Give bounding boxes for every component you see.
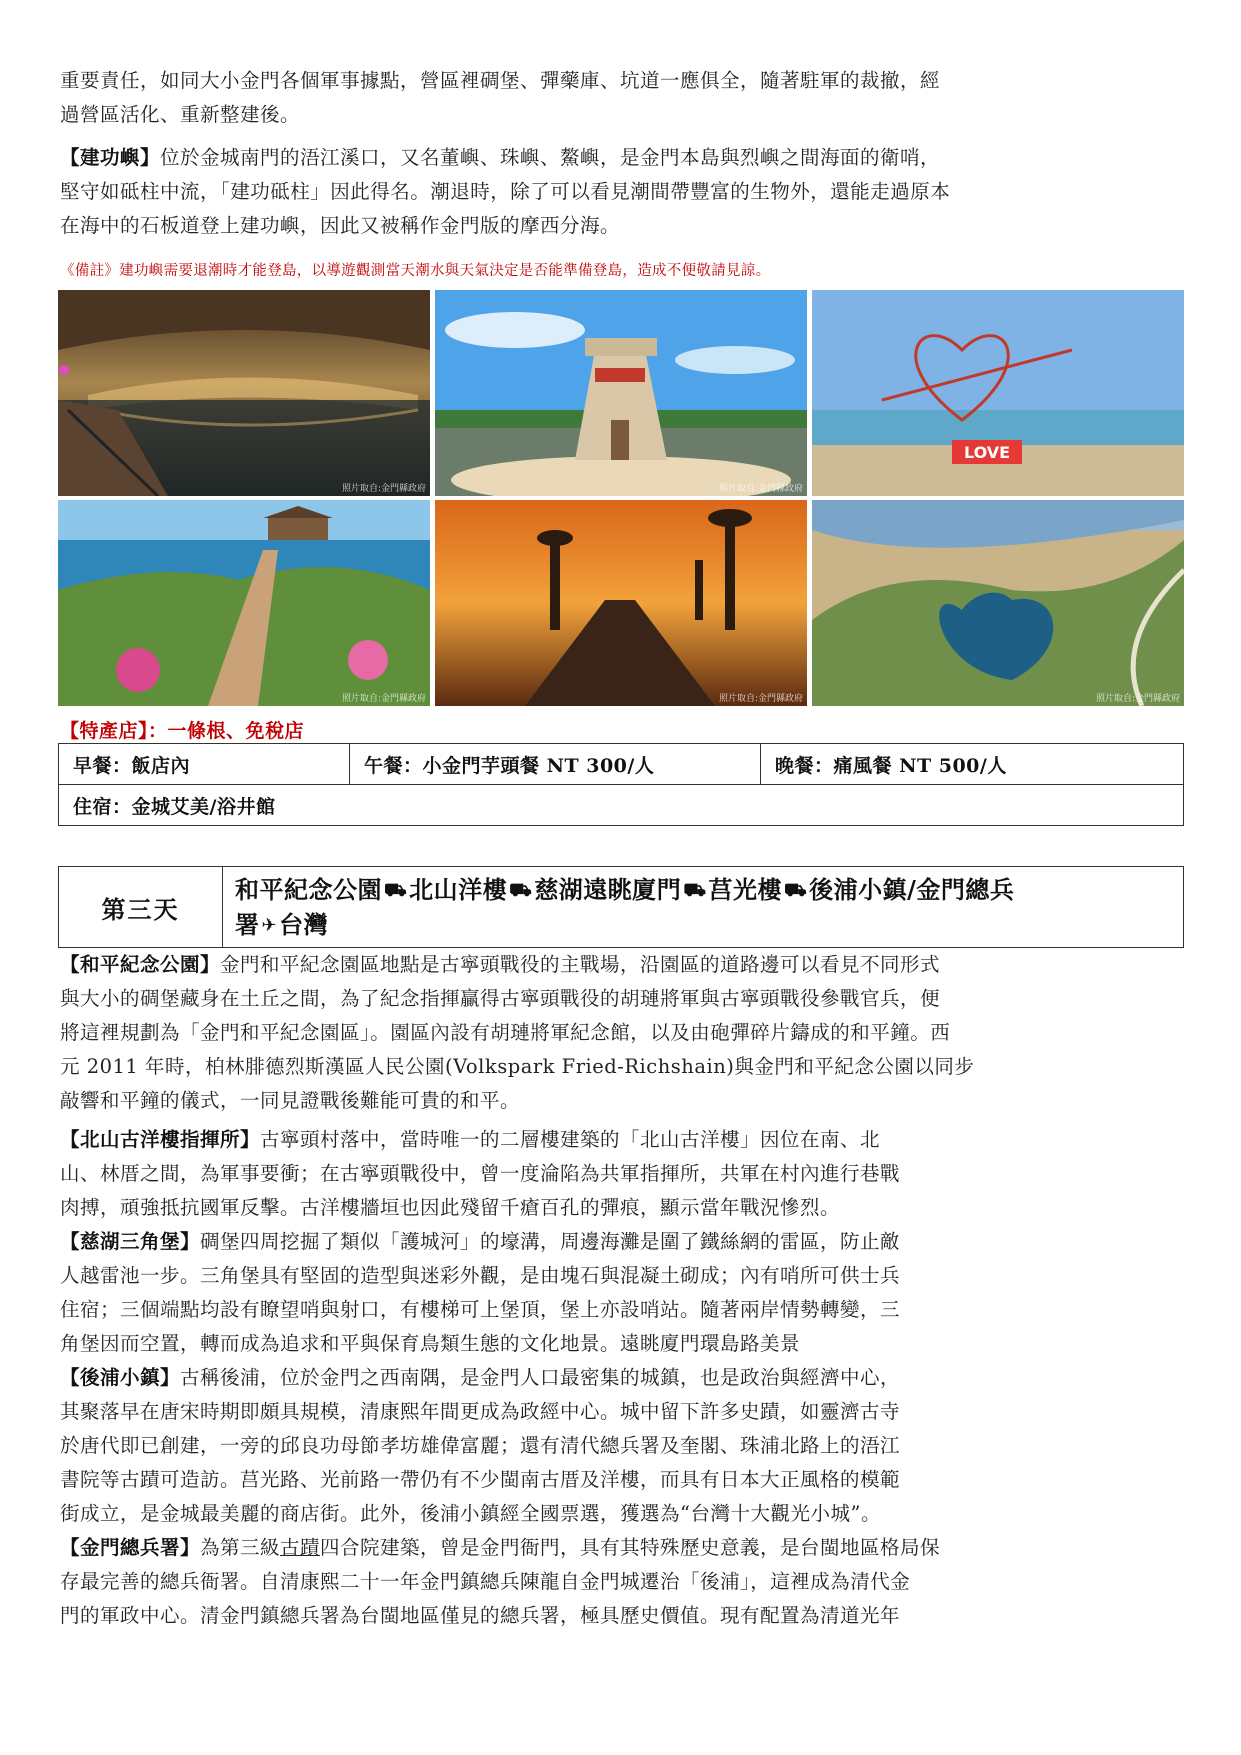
tide-note: 《備註》建功嶼需要退潮時才能登島，以導遊觀測當天潮水與天氣決定是否能準備登島，造成不便敬請見諒。 [60,263,771,279]
meal-table [58,743,1184,826]
lodging-cell: 住宿：金城艾美/浴井館 [59,785,1184,826]
photo-stairs [58,500,430,706]
lunch-cell: 午餐：小金門芋頭餐 NT 300/人 [350,744,761,785]
cihu-title: 【慈湖三角堡】 [60,1230,201,1253]
heping-paragraph: 【和平紀念公園】金門和平紀念園區地點是古寧頭戰役的主戰場，沿園區的道路邊可以看見不同形式 與大小的碉堡藏身在土丘之間，為了紀念指揮贏得古寧頭戰役的胡璉將軍與古寧頭戰役參戰官兵，便 將這裡規劃為「金門和平紀念園區」。園區內設有胡璉將軍紀念館，以及由砲彈碎片鑄成的和平鐘。西 元 2011 年時，柏林腓德烈斯漢區人民公園(Volkspark Fried-Richshain)與金門和平紀念公園以同步 敲響和平鐘的儀式，一同見證戰後難能可貴的和平。 [60,953,975,1112]
photo-grid [58,290,1185,708]
airplane-icon: ✈ [261,915,278,936]
houpu-title: 【後浦小鎮】 [60,1366,181,1389]
day3-label: 第三天 [59,867,223,947]
zongbing-paragraph: 【金門總兵署】為第三級古蹟四合院建築，曾是金門衙門，具有其特殊歷史意義，是台閩地區格局保 存最完善的總兵衙署。自清康熙二十一年金門鎮總兵陳龍自金門城遷治「後浦」，這裡成為清代金 門的軍政中心。清金門鎮總兵署為台閩地區僅見的總兵署，極具歷史價值。現有配置為清道光年 [60,1536,941,1627]
day3-route: 和平紀念公園 ⛟北山洋樓 ⛟慈湖遠眺廈門 ⛟莒光樓 ⛟後浦小鎮/金門總兵 署 ✈台灣 [235,875,1015,939]
specialty-shops: 【特產店】：一條根、免稅店 [60,720,305,742]
bus-icon: ⛟ [783,880,808,901]
meal-row [59,744,1184,785]
bus-icon: ⛟ [683,880,707,901]
photo-heart-lake [812,500,1184,706]
photo-credit: 照片取自:金門縣政府 [718,484,803,494]
cihu-paragraph: 【慈湖三角堡】碉堡四周挖掘了類似「護城河」的壕溝，周邊海灘是圍了鐵絲網的雷區，防止敵 人越雷池一步。三角堡具有堅固的造型與迷彩外觀，是由塊石與混凝土砌成；內有哨所可供士兵 住宿；三個端點均設有瞭望哨與射口，有樓梯可上堡頂，堡上亦設哨站。隨著兩岸情勢轉變，三 角堡因而空置，轉而成為追求和平與保育鳥類生態的文化地景。遠眺廈門環島路美景 [60,1230,901,1355]
photo-love-sculpture [812,290,1184,496]
jiangong-title: 【建功嶼】 [60,146,161,169]
photo-credit: 照片取自:金門縣政府 [718,694,803,704]
beishan-paragraph: 【北山古洋樓指揮所】古寧頭村落中，當時唯一的二層樓建築的「北山古洋樓」因位在南、北 山、林厝之間，為軍事要衝；在古寧頭戰役中，曾一度淪陷為共軍指揮所，共軍在村內進行巷戰 肉搏，頑強抵抗國軍反擊。古洋樓牆垣也因此殘留千瘡百孔的彈痕，顯示當年戰況慘烈。 [60,1128,901,1219]
day3-header [58,866,1184,948]
photo-credit: 照片取自:金門縣政府 [341,484,426,494]
zongbing-title: 【金門總兵署】 [60,1536,201,1559]
photo-tower [435,290,807,496]
photo-credit: 照片取自:金門縣政府 [341,694,426,704]
photo-sunset-path [435,500,807,706]
bus-icon: ⛟ [509,880,533,901]
lodging-row [59,785,1184,826]
dinner-cell: 晚餐：痛風餐 NT 500/人 [761,744,1184,785]
svg-text:LOVE: LOVE [963,443,1011,462]
beishan-title: 【北山古洋樓指揮所】 [60,1128,261,1151]
breakfast-cell: 早餐：飯店內 [59,744,350,785]
photo-tunnel [58,290,430,496]
intro-paragraph: 重要責任，如同大小金門各個軍事據點，營區裡碉堡、彈藥庫、坑道一應俱全，隨著駐軍的裁撤，經 過營區活化、重新整建後。 [60,69,941,126]
heping-title: 【和平紀念公園】 [60,953,221,976]
bus-icon: ⛟ [384,880,408,901]
photo-credit: 照片取自:金門縣政府 [1095,694,1180,704]
jiangong-paragraph: 【建功嶼】位於金城南門的浯江溪口，又名董嶼、珠嶼、鰲嶼，是金門本島與烈嶼之間海面的衛哨， 堅守如砥柱中流，「建功砥柱」因此得名。潮退時，除了可以看見潮間帶豐富的生物外，還能走過原本 在海中的石板道登上建功嶼，因此又被稱作金門版的摩西分海。 [60,146,951,237]
houpu-paragraph: 【後浦小鎮】古稱後浦，位於金門之西南隅，是金門人口最密集的城鎮，也是政治與經濟中心， 其聚落早在唐宋時期即頗具規模，清康熙年間更成為政經中心。城中留下許多史蹟，如靈濟古寺 於唐代即已創建，一旁的邱良功母節孝坊雄偉富麗；還有清代總兵署及奎閣、珠浦北路上的浯江 書院等古蹟可造訪。莒光路、光前路一帶仍有不少閩南古厝及洋樓，而具有日本大正風格的模範 街成立，是金城最美麗的商店街。此外，後浦小鎮經全國票選，獲選為“台灣十大觀光小城”。 [60,1366,901,1525]
